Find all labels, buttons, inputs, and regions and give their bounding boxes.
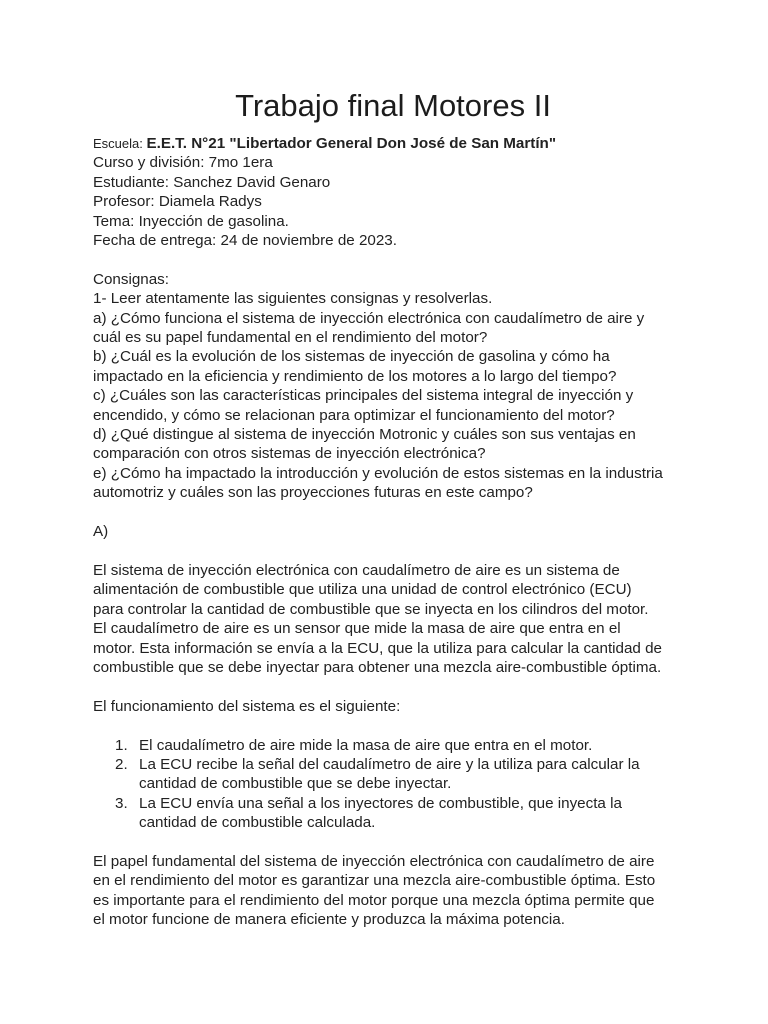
consigna-line: encendido, y cómo se relacionan para optimizar el funcionamiento del motor? bbox=[93, 406, 615, 424]
list-item-number: 3. bbox=[115, 794, 128, 812]
consignas-section bbox=[93, 270, 693, 503]
consignas-heading: Consignas: bbox=[93, 270, 169, 288]
paragraph-line: El caudalímetro de aire es un sensor que mide la masa de aire que entra en el bbox=[93, 620, 621, 638]
steps-list bbox=[93, 736, 693, 833]
paragraph-line: para controlar la cantidad de combustible que se inyecta en los cilindros del motor. bbox=[93, 600, 649, 618]
list-item bbox=[93, 736, 693, 755]
paragraph-line: es importante para el rendimiento del motor porque una mezcla óptima permite que bbox=[93, 891, 655, 909]
school-name: E.E.T. N°21 "Libertador General Don José de San Martín" bbox=[146, 135, 557, 152]
paragraph-line: en el rendimiento del motor es garantizar una mezcla aire-combustible óptima. Esto bbox=[93, 872, 656, 890]
consigna-line: cuál es su papel fundamental en el rendimiento del motor? bbox=[93, 329, 488, 347]
list-item-line: El caudalímetro de aire mide la masa de aire que entra en el motor. bbox=[139, 736, 593, 754]
consigna-line: e) ¿Cómo ha impactado la introducción y evolución de estos sistemas en la industria bbox=[93, 464, 663, 482]
list-item bbox=[93, 755, 693, 794]
consigna-line: comparación con otros sistemas de inyección electrónica? bbox=[93, 445, 486, 463]
consigna-line: b) ¿Cuál es la evolución de los sistemas de inyección de gasolina y cómo ha bbox=[93, 348, 610, 366]
teacher-line: Profesor: Diamela Radys bbox=[93, 193, 262, 211]
paragraph-line: combustible que se debe inyectar para obtener una mezcla aire-combustible óptima. bbox=[93, 658, 662, 676]
date-line: Fecha de entrega: 24 de noviembre de 2023. bbox=[93, 232, 397, 250]
list-item-number: 2. bbox=[115, 755, 128, 773]
list-item bbox=[93, 794, 693, 833]
list-item-line: La ECU envía una señal a los inyectores de combustible, que inyecta la bbox=[139, 794, 622, 812]
consigna-line: impactado en la eficiencia y rendimiento de los motores a lo largo del tiempo? bbox=[93, 367, 617, 385]
school-label: Escuela: bbox=[93, 136, 147, 151]
answer-a-paragraph-3 bbox=[93, 852, 693, 930]
student-line: Estudiante: Sanchez David Genaro bbox=[93, 173, 331, 191]
school-line bbox=[93, 134, 693, 153]
paragraph-line: alimentación de combustible que utiliza una unidad de control electrónico (ECU) bbox=[93, 581, 632, 599]
answer-a-heading: A) bbox=[93, 523, 109, 541]
paragraph-line: El papel fundamental del sistema de inyección electrónica con caudalímetro de aire bbox=[93, 852, 655, 870]
document-title: Trabajo final Motores II bbox=[235, 88, 551, 123]
consigna-line: a) ¿Cómo funciona el sistema de inyección electrónica con caudalímetro de aire y bbox=[93, 309, 645, 327]
consigna-line: 1- Leer atentamente las siguientes consignas y resolverlas. bbox=[93, 290, 493, 308]
list-item-line: La ECU recibe la señal del caudalímetro de aire y la utiliza para calcular la bbox=[139, 755, 640, 773]
paragraph-line: El sistema de inyección electrónica con caudalímetro de aire es un sistema de bbox=[93, 561, 620, 579]
consigna-line: c) ¿Cuáles son las características principales del sistema integral de inyección y bbox=[93, 387, 634, 405]
list-item-number: 1. bbox=[115, 736, 128, 754]
topic-line: Tema: Inyección de gasolina. bbox=[93, 212, 289, 230]
consigna-line: d) ¿Qué distingue al sistema de inyección Motronic y cuáles son sus ventajas en bbox=[93, 426, 636, 444]
answer-a-paragraph-2: El funcionamiento del sistema es el siguiente: bbox=[93, 697, 401, 715]
document-page bbox=[93, 86, 693, 930]
consigna-line: automotriz y cuáles son las proyecciones futuras en este campo? bbox=[93, 484, 533, 502]
course-line: Curso y división: 7mo 1era bbox=[93, 154, 273, 172]
paragraph-line: motor. Esta información se envía a la ECU, que la utiliza para calcular la cantidad de bbox=[93, 639, 662, 657]
paragraph-line: el motor funcione de manera eficiente y produzca la máxima potencia. bbox=[93, 911, 565, 929]
list-item-line: cantidad de combustible calculada. bbox=[139, 814, 376, 832]
answer-a-paragraph-1 bbox=[93, 561, 693, 677]
header-info bbox=[93, 134, 693, 250]
list-item-line: cantidad de combustible que se debe inyectar. bbox=[139, 775, 452, 793]
